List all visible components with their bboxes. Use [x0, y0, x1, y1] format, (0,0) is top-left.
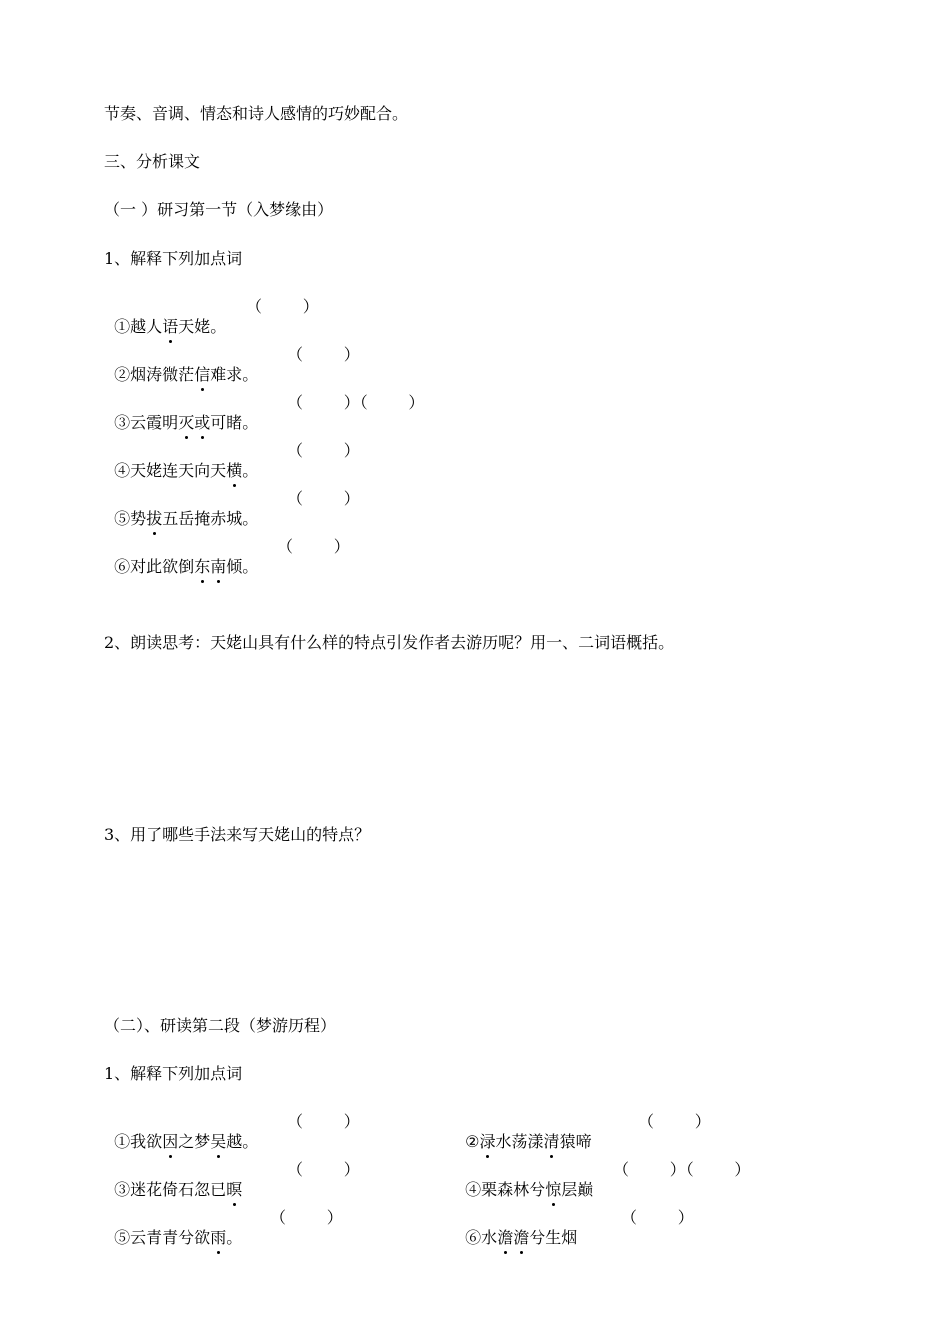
dotted-char: 语	[162, 317, 179, 336]
part1-q2: 2、朗读思考：天姥山具有什么样的特点引发作者去游历呢？用一、二词语概括。	[104, 633, 675, 652]
dotted-char: 澹	[513, 1228, 530, 1247]
intro-tail-text: 节奏、音调、情态和诗人感情的巧妙配合。	[104, 104, 409, 123]
answer-blank[interactable]: （ ）	[287, 489, 360, 508]
item-text: ②烟涛微茫	[114, 365, 195, 384]
item-text: 可睹。	[210, 413, 259, 432]
item-text: 之梦	[178, 1132, 211, 1151]
item-text: ⑤势	[114, 509, 147, 528]
part2-title: （二）、研读第二段（梦游历程）	[104, 1016, 337, 1035]
part2-item-2	[455, 1112, 592, 1152]
dotted-char: 澹	[497, 1228, 514, 1247]
part2-q1-title: 1、解释下列加点词	[104, 1064, 243, 1083]
item-text: 天姥。	[178, 317, 227, 336]
item-text: 。	[226, 1228, 243, 1247]
item-text: ③迷花倚石忽已	[114, 1180, 227, 1199]
item-text: ⑤云青青兮欲	[114, 1228, 211, 1247]
part1-item-1	[104, 297, 226, 337]
item-text: ④栗森林兮	[465, 1180, 546, 1199]
item-text: 猿啼	[559, 1132, 592, 1151]
part1-item-2	[104, 345, 258, 385]
answer-blank[interactable]: （ ）	[270, 1208, 343, 1227]
item-text: 难求。	[210, 365, 259, 384]
part1-item-6	[104, 537, 258, 577]
answer-blank[interactable]: （ ）	[287, 345, 360, 364]
item-text: ③云霞明	[114, 413, 179, 432]
dotted-char: 惊	[545, 1180, 562, 1199]
item-text: 倾。	[226, 557, 259, 576]
answer-blank[interactable]: （ ）	[287, 441, 360, 460]
part1-item-5	[104, 489, 258, 529]
dotted-char: 横	[226, 461, 243, 480]
item-text: ①我欲	[114, 1132, 163, 1151]
dotted-char: 或	[194, 413, 211, 432]
dotted-char: 清	[543, 1132, 560, 1151]
dotted-char: 信	[194, 365, 211, 384]
part2-item-4	[455, 1160, 593, 1200]
dotted-char: 灭	[178, 413, 195, 432]
item-text: 越。	[226, 1132, 259, 1151]
item-text: 层巅	[561, 1180, 594, 1199]
item-text: ⑥对此欲倒	[114, 557, 195, 576]
answer-blank[interactable]: （ ）（ ）	[287, 393, 425, 412]
item-text: ②	[465, 1132, 480, 1151]
part1-q1-title: 1、解释下列加点词	[104, 249, 243, 268]
answer-blank[interactable]: （ ）	[621, 1208, 694, 1227]
dotted-char: 东	[194, 557, 211, 576]
answer-blank[interactable]: （ ）	[638, 1112, 711, 1131]
part2-item-1	[104, 1112, 258, 1152]
dotted-char: 拔	[146, 509, 163, 528]
dotted-char: 吴	[210, 1132, 227, 1151]
item-text: 兮生烟	[529, 1228, 578, 1247]
part2-item-5	[104, 1208, 242, 1248]
part1-item-3	[104, 393, 258, 433]
dotted-char: 渌	[479, 1132, 496, 1151]
item-text: ④天姥连天向天	[114, 461, 227, 480]
part1-title: （一 ）研习第一节（入梦缘由）	[104, 200, 334, 219]
item-text: ⑥水	[465, 1228, 498, 1247]
part1-item-4	[104, 441, 258, 481]
dotted-char: 暝	[226, 1180, 243, 1199]
answer-blank[interactable]: （ ）	[277, 537, 350, 556]
part2-item-3	[104, 1160, 242, 1200]
item-text: 水荡漾	[495, 1132, 544, 1151]
item-text: 。	[242, 461, 259, 480]
answer-blank[interactable]: （ ）	[287, 1112, 360, 1131]
dotted-char: 因	[162, 1132, 179, 1151]
section-heading: 三、分析课文	[104, 152, 201, 171]
answer-blank[interactable]: （ ）（ ）	[613, 1160, 751, 1179]
dotted-char: 南	[210, 557, 227, 576]
part1-q3: 3、用了哪些手法来写天姥山的特点？	[104, 825, 371, 844]
dotted-char: 雨	[210, 1228, 227, 1247]
part2-item-6	[455, 1208, 577, 1248]
item-text: 五岳掩赤城。	[162, 509, 259, 528]
answer-blank[interactable]: （ ）	[246, 297, 319, 316]
item-text: ①越人	[114, 317, 163, 336]
answer-blank[interactable]: （ ）	[287, 1160, 360, 1179]
